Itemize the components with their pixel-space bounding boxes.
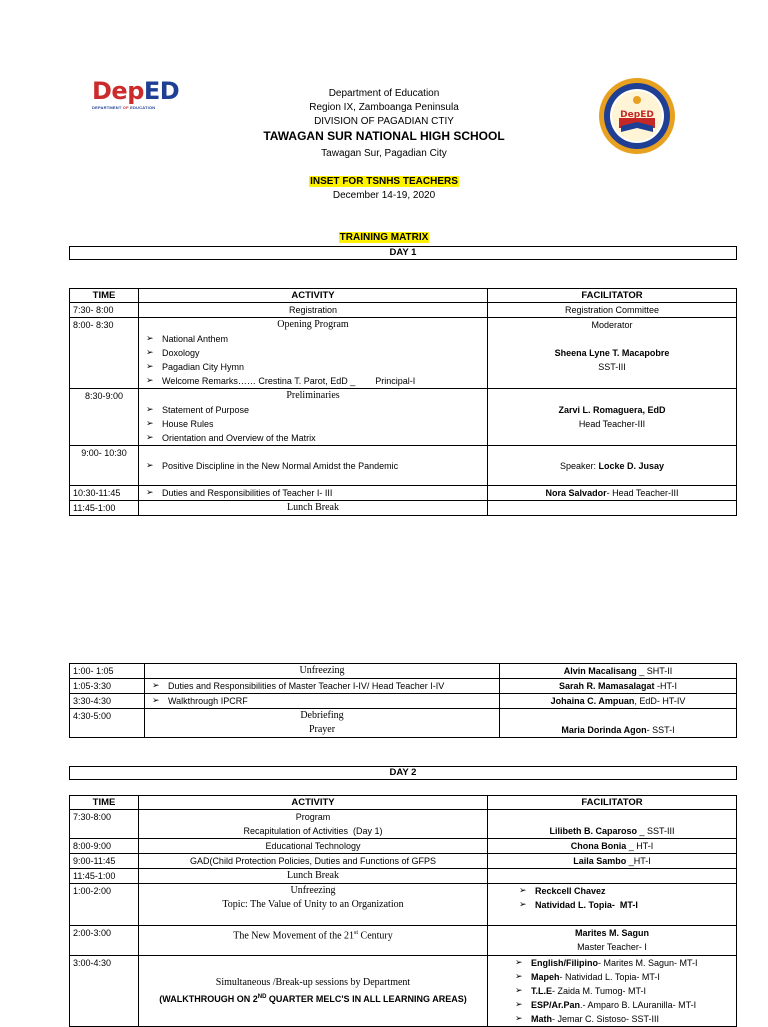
activity-title: Preliminaries — [286, 390, 340, 401]
activity-cell — [139, 389, 488, 446]
activity-part: (WALKTHROUGH ON 2 — [159, 994, 258, 1004]
deped-wordmark-right: ED — [143, 77, 180, 105]
table-row — [70, 389, 737, 446]
facilitator-position: _ SST-III — [637, 826, 675, 836]
day2-table — [69, 795, 737, 1027]
activity-sup: ND — [257, 994, 267, 1000]
activity-cell: Lunch Break — [139, 869, 488, 884]
day2-banner: DAY 2 — [69, 766, 737, 780]
list-item — [531, 998, 733, 1012]
facilitator-cell — [488, 446, 737, 486]
time-cell: 7:30-8:00 — [70, 810, 139, 839]
activity-cell — [139, 446, 488, 486]
facilitator-position: Head Teacher-III — [578, 419, 646, 429]
seal-text: DepED — [620, 110, 654, 120]
day1-afternoon-table — [69, 663, 737, 738]
facilitator-position: SST-III — [598, 362, 626, 372]
event-dates: December 14-19, 2020 — [332, 190, 436, 201]
header-facilitator: FACILITATOR — [488, 289, 737, 303]
time-cell: 3:30-4:30 — [70, 694, 145, 709]
inset-title: INSET FOR TSNHS TEACHERS — [310, 176, 458, 187]
table-row — [70, 694, 737, 709]
facilitator-list — [491, 884, 733, 912]
deped-sub-3: EDUCATION — [130, 105, 156, 110]
list-item: ➢ Welcome Remarks…… Crestina T. Parot, EdD _ Principal-I — [162, 374, 484, 388]
list-item: ➢ Statement of Purpose — [162, 403, 484, 417]
facilitator-name: Nora Salvador — [545, 488, 607, 498]
time-cell: 9:00-11:45 — [70, 854, 139, 869]
activity-list — [142, 403, 484, 445]
activity-list — [148, 679, 496, 693]
table-row — [70, 486, 737, 501]
matrix-title: TRAINING MATRIX — [339, 232, 429, 243]
division-name: DIVISION OF PAGADIAN CTIY — [314, 116, 454, 127]
table-row — [70, 679, 737, 694]
activity-line: Topic: The Value of Unity to an Organization — [222, 899, 404, 910]
time-cell: 3:00-4:30 — [70, 956, 139, 1027]
table-row — [70, 869, 737, 884]
facilitator-name: Chona Bonia — [570, 841, 627, 851]
table-row — [70, 884, 737, 926]
activity-text: The New Movement of the 21 — [233, 930, 355, 942]
facilitator-cell — [488, 869, 737, 884]
facilitator-name: Maria Dorinda Agon — [561, 725, 647, 735]
facilitator-position: Master Teacher- I — [577, 942, 647, 952]
facilitator-cell — [488, 839, 737, 854]
list-item: ➢ Orientation and Overview of the Matrix — [162, 431, 484, 445]
facilitator-role: Moderator — [591, 320, 633, 330]
facilitator-cell — [488, 854, 737, 869]
time-cell: 1:00- 1:05 — [70, 664, 145, 679]
activity-cell: Registration — [139, 303, 488, 318]
activity-cell — [139, 318, 488, 389]
list-item: ➢ Pagadian City Hymn — [162, 360, 484, 374]
activity-cell — [139, 926, 488, 956]
table-row — [70, 854, 737, 869]
table-row — [70, 446, 737, 486]
facilitator-position: _ SHT-II — [636, 666, 673, 676]
time-cell: 1:05-3:30 — [70, 679, 145, 694]
table-row — [70, 709, 737, 738]
facilitator-position: _HT-I — [626, 856, 651, 866]
deped-wordmark-left: Dep — [92, 77, 144, 105]
facilitator-name: Lilibeth B. Caparoso — [549, 826, 637, 836]
list-item — [531, 970, 733, 984]
activity-title: Opening Program — [277, 319, 349, 330]
time-cell: 1:00-2:00 — [70, 884, 139, 926]
school-address: Tawagan Sur, Pagadian City — [321, 148, 447, 159]
table-row — [70, 501, 737, 516]
time-cell: 11:45-1:00 — [70, 869, 139, 884]
inset-title-line — [0, 175, 768, 188]
table-row — [70, 839, 737, 854]
activity-line-bold — [142, 990, 484, 1006]
table-row — [70, 956, 737, 1027]
header-time: TIME — [70, 289, 139, 303]
facilitator-cell — [488, 810, 737, 839]
facilitator-name: Marites M. Sagun — [574, 928, 649, 938]
facilitator-name: Locke D. Jusay — [598, 460, 665, 471]
matrix-title-line — [0, 231, 768, 244]
subject-facilitator: .- Amparo B. LAuranilla- MT-I — [580, 1000, 697, 1010]
facilitator-name: Laila Sambo — [573, 856, 627, 866]
facilitator-cell — [488, 318, 737, 389]
activity-cell — [145, 694, 500, 709]
header-activity: ACTIVITY — [139, 796, 488, 810]
activity-line: Simultaneous /Break-up sessions by Department — [215, 977, 411, 988]
list-item: ➢ House Rules — [162, 417, 484, 431]
facilitator-position: - Head Teacher-III — [606, 488, 679, 498]
region-name: Region IX, Zamboanga Peninsula — [309, 102, 459, 113]
subject-name: English/Filipino — [531, 958, 598, 968]
list-item: ➢ Natividad L. Topia- MT-I — [535, 898, 733, 912]
facilitator-name: Sheena Lyne T. Macapobre — [554, 348, 670, 358]
table-row — [70, 926, 737, 956]
facilitator-cell — [500, 694, 737, 709]
activity-line: Recapitulation of Activities (Day 1) — [243, 826, 383, 836]
time-cell: 10:30-11:45 — [70, 486, 139, 501]
facilitator-cell — [488, 926, 737, 956]
list-item: ➢ Walkthrough IPCRF — [168, 694, 496, 708]
activity-cell — [145, 679, 500, 694]
header-activity: ACTIVITY — [139, 289, 488, 303]
facilitator-cell — [488, 486, 737, 501]
school-name: TAWAGAN SUR NATIONAL HIGH SCHOOL — [263, 129, 505, 143]
facilitator-position: -HT-I — [654, 681, 678, 691]
activity-list — [142, 486, 484, 500]
list-item — [531, 984, 733, 998]
day1-morning-table — [69, 288, 737, 516]
time-cell: 7:30- 8:00 — [70, 303, 139, 318]
time-cell: 9:00- 10:30 — [70, 446, 139, 486]
activity-cell: Lunch Break — [139, 501, 488, 516]
list-item: ➢ National Anthem — [162, 332, 484, 346]
list-item: ➢ Doxology — [162, 346, 484, 360]
activity-list — [148, 694, 496, 708]
subject-facilitator: - Natividad L. Topia- MT-I — [559, 972, 660, 982]
time-cell: 11:45-1:00 — [70, 501, 139, 516]
activity-list — [142, 332, 484, 388]
facilitator-cell: Registration Committee — [488, 303, 737, 318]
facilitator-cell — [488, 501, 737, 516]
table-row — [70, 303, 737, 318]
header-time: TIME — [70, 796, 139, 810]
facilitator-cell — [500, 709, 737, 738]
subject-facilitator: - Zaida M. Tumog- MT-I — [552, 986, 647, 996]
subject-facilitator: - Jemar C. Sistoso- SST-III — [552, 1014, 660, 1024]
activity-list — [142, 459, 484, 473]
subject-name: T.L.E — [531, 986, 553, 996]
facilitator-position: _ HT-I — [626, 841, 654, 851]
activity-cell — [139, 884, 488, 926]
subject-name: Mapeh — [531, 972, 560, 982]
activity-part-end: QUARTER MELC'S IN ALL LEARNING AREAS) — [266, 994, 467, 1004]
list-item: ➢ Positive Discipline in the New Normal Amidst the Pandemic — [162, 459, 484, 473]
activity-cell: Unfreezing — [145, 664, 500, 679]
facilitator-cell — [500, 664, 737, 679]
activity-line: Prayer — [308, 724, 336, 735]
list-item: ➢ Duties and Responsibilities of Master Teacher I-IV/ Head Teacher I-IV — [168, 679, 496, 693]
time-cell: 8:00-9:00 — [70, 839, 139, 854]
department-name: Department of Education — [328, 88, 440, 99]
facilitator-name: Johaina C. Ampuan — [550, 696, 635, 706]
subject-name: ESP/Ar.Pan — [531, 1000, 581, 1010]
list-item: ➢ Duties and Responsibilities of Teacher I- III — [162, 486, 484, 500]
activity-cell — [139, 810, 488, 839]
table-header-row — [70, 289, 737, 303]
subject-facilitator: - Marites M. Sagun- MT-I — [598, 958, 698, 968]
facilitator-prefix: Speaker: — [559, 460, 599, 471]
table-row — [70, 810, 737, 839]
table-header-row — [70, 796, 737, 810]
time-cell: 4:30-5:00 — [70, 709, 145, 738]
facilitator-name: Alvin Macalisang — [563, 666, 637, 676]
facilitator-cell — [488, 389, 737, 446]
facilitator-position: , EdD- HT-IV — [634, 696, 686, 706]
activity-cell — [139, 956, 488, 1027]
table-row — [70, 318, 737, 389]
facilitator-list — [491, 956, 733, 1026]
activity-cell: Educational Technology — [139, 839, 488, 854]
facilitator-name: Sarah R. Mamasalagat — [558, 681, 655, 691]
list-item: ➢ Reckcell Chavez — [535, 884, 733, 898]
table-row — [70, 664, 737, 679]
activity-text-end: Century — [358, 930, 393, 942]
deped-sub-1: DEPARTMENT — [92, 105, 122, 110]
activity-cell — [145, 709, 500, 738]
facilitator-cell — [500, 679, 737, 694]
facilitator-position: - SST-I — [646, 725, 675, 735]
day1-banner: DAY 1 — [69, 246, 737, 260]
subject-name: Math — [531, 1014, 552, 1024]
facilitator-cell — [488, 956, 737, 1027]
activity-line: Debriefing — [300, 710, 344, 721]
time-cell: 2:00-3:00 — [70, 926, 139, 956]
facilitator-cell — [488, 884, 737, 926]
activity-cell — [139, 486, 488, 501]
list-item — [531, 956, 733, 970]
time-cell: 8:00- 8:30 — [70, 318, 139, 389]
deped-sub-2: OF — [122, 105, 129, 110]
facilitator-name: Zarvi L. Romaguera, EdD — [558, 405, 666, 415]
activity-line: Program — [295, 812, 331, 822]
header-facilitator: FACILITATOR — [488, 796, 737, 810]
activity-line: Unfreezing — [290, 885, 336, 896]
activity-sup: st — [354, 930, 359, 936]
activity-cell: GAD(Child Protection Policies, Duties and Functions of GFPS — [139, 854, 488, 869]
time-cell: 8:30-9:00 — [70, 389, 139, 446]
